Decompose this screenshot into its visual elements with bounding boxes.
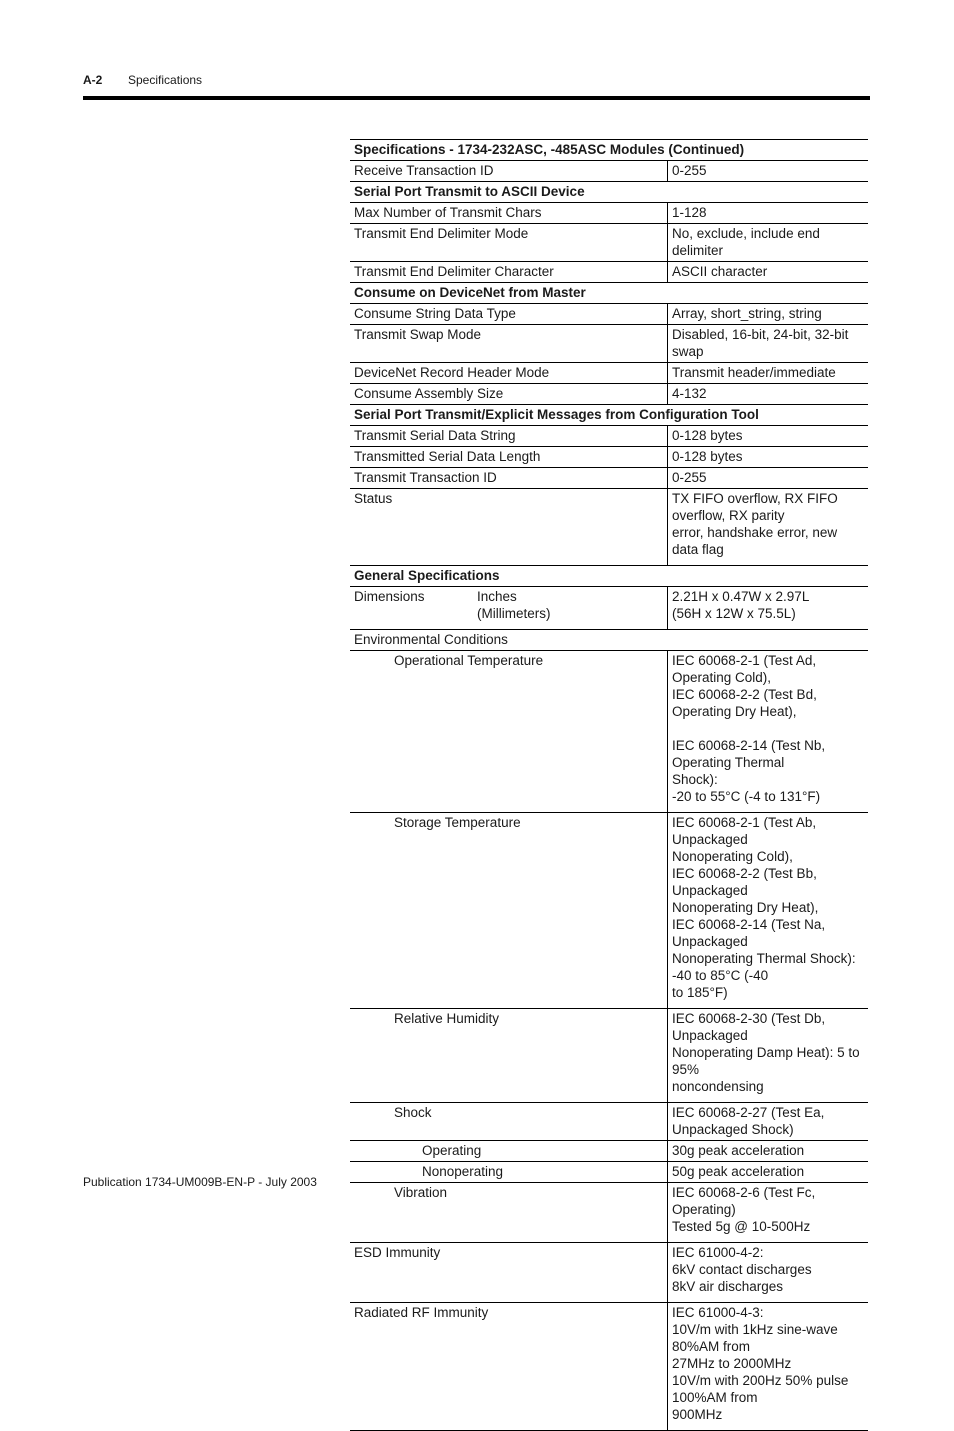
value-line: 27MHz to 2000MHz — [672, 1356, 792, 1371]
value-line: Disabled, 16-bit, 24-bit, 32-bit swap — [672, 327, 849, 359]
value-line: 30g peak acceleration — [672, 1143, 805, 1158]
row-label: Transmitted Serial Data Length — [354, 449, 541, 464]
value-line: Nonoperating Cold), — [672, 849, 793, 864]
row-label: Consume String Data Type — [354, 306, 516, 321]
section-title: Specifications — [128, 73, 203, 87]
row-value — [668, 1162, 869, 1183]
header-rule — [83, 96, 870, 100]
table-row — [350, 1243, 868, 1303]
value-line: ASCII character — [672, 264, 768, 279]
value-line: TX FIFO overflow, RX FIFO overflow, RX parity — [672, 491, 838, 523]
row-label: Dimensions — [354, 589, 425, 604]
page-number: A-2 — [83, 73, 103, 87]
row-value — [668, 813, 869, 1009]
value-line: Nonoperating Dry Heat), — [672, 900, 819, 915]
row-value — [668, 262, 869, 283]
value-line — [672, 720, 864, 737]
row-value — [668, 1103, 869, 1141]
table-row — [350, 224, 868, 262]
value-line: 0-128 bytes — [672, 428, 743, 443]
section-header: Serial Port Transmit to ASCII Device — [354, 184, 585, 199]
table-row — [350, 426, 868, 447]
table-row — [350, 1009, 868, 1103]
value-line: 4-132 — [672, 386, 707, 401]
row-value — [668, 224, 869, 262]
table-title-row — [350, 140, 868, 161]
value-line: Transmit header/immediate — [672, 365, 836, 380]
row-value — [668, 1243, 869, 1303]
table-row — [350, 384, 868, 405]
footer-publication: Publication 1734-UM009B-EN-P - July 2003 — [83, 1175, 317, 1189]
unit-line: (Millimeters) — [477, 606, 551, 621]
row-value — [668, 203, 869, 224]
value-line: (56H x 12W x 75.5L) — [672, 606, 796, 621]
value-line: error, handshake error, new data flag — [672, 525, 838, 557]
value-line: 6kV contact discharges — [672, 1262, 812, 1277]
row-value — [668, 363, 869, 384]
table-row — [350, 1103, 868, 1141]
row-label: Transmit Swap Mode — [354, 327, 482, 342]
value-line: 10V/m with 200Hz 50% pulse 100%AM from — [672, 1373, 849, 1405]
row-label: Relative Humidity — [394, 1011, 500, 1026]
table-row — [350, 630, 868, 651]
value-line: Shock): — [672, 772, 718, 787]
row-label: ESD Immunity — [354, 1245, 441, 1260]
row-label: Shock — [394, 1105, 432, 1120]
row-label: Status — [354, 491, 393, 506]
row-value — [668, 1183, 869, 1243]
table-row — [350, 489, 868, 566]
value-line: 2.21H x 0.47W x 2.97L — [672, 589, 810, 604]
table-title: Specifications - 1734-232ASC, -485ASC Modules (Continued) — [354, 142, 745, 157]
row-value — [668, 325, 869, 363]
row-label: Transmit End Delimiter Mode — [354, 226, 529, 241]
row-value — [668, 651, 869, 813]
table-row — [350, 447, 868, 468]
row-value — [668, 489, 869, 566]
page-header — [83, 73, 203, 87]
value-line: 0-255 — [672, 470, 707, 485]
row-label-cell — [350, 587, 668, 630]
value-line: 50g peak acceleration — [672, 1164, 805, 1179]
row-value — [668, 426, 869, 447]
value-line: 1-128 — [672, 205, 707, 220]
value-line: 0-255 — [672, 163, 707, 178]
value-line: Nonoperating Damp Heat): 5 to 95% — [672, 1045, 860, 1077]
row-value — [668, 1009, 869, 1103]
table-row — [350, 813, 868, 1009]
value-line: IEC 61000-4-3: — [672, 1305, 764, 1320]
table-row — [350, 1183, 868, 1243]
value-line: IEC 60068-2-2 (Test Bb, Unpackaged — [672, 866, 817, 898]
section-header: Consume on DeviceNet from Master — [354, 285, 586, 300]
value-line: 8kV air discharges — [672, 1279, 784, 1294]
row-value — [668, 161, 869, 182]
row-label: Transmit Serial Data String — [354, 428, 516, 443]
table-row — [350, 363, 868, 384]
unit-line: Inches — [477, 589, 517, 604]
section-header-row — [350, 283, 868, 304]
row-label: Nonoperating — [422, 1164, 504, 1179]
table-row — [350, 587, 868, 630]
section-header: Serial Port Transmit/Explicit Messages from Configuration Tool — [354, 407, 759, 422]
value-line: Array, short_string, string — [672, 306, 822, 321]
row-label: Receive Transaction ID — [354, 163, 494, 178]
row-label: Storage Temperature — [394, 815, 521, 830]
table-row — [350, 651, 868, 813]
table-row — [350, 1162, 868, 1183]
section-header-row — [350, 566, 868, 587]
table-row — [350, 468, 868, 489]
value-line: IEC 60068-2-14 (Test Na, Unpackaged — [672, 917, 826, 949]
value-line: 0-128 bytes — [672, 449, 743, 464]
value-line: noncondensing — [672, 1079, 764, 1094]
row-value — [668, 587, 869, 630]
row-label: Environmental Conditions — [354, 632, 508, 647]
row-label: Transmit End Delimiter Character — [354, 264, 554, 279]
value-line: IEC 60068-2-27 (Test Ea, Unpackaged Shock) — [672, 1105, 825, 1137]
table-row — [350, 262, 868, 283]
row-value — [668, 1141, 869, 1162]
row-value — [668, 384, 869, 405]
row-value — [668, 468, 869, 489]
table-row — [350, 1303, 868, 1431]
section-header-row — [350, 182, 868, 203]
section-header: General Specifications — [354, 568, 500, 583]
value-line: to 185°F) — [672, 985, 728, 1000]
table-row — [350, 161, 868, 182]
value-line: IEC 60068-2-1 (Test Ab, Unpackaged — [672, 815, 817, 847]
row-value — [668, 1303, 869, 1431]
row-label: DeviceNet Record Header Mode — [354, 365, 550, 380]
row-label: Transmit Transaction ID — [354, 470, 497, 485]
unit-label — [477, 588, 551, 622]
value-line: No, exclude, include end delimiter — [672, 226, 820, 258]
table-row — [350, 325, 868, 363]
value-line: IEC 60068-2-2 (Test Bd, Operating Dry Heat), — [672, 687, 817, 719]
section-header-row — [350, 405, 868, 426]
value-line: IEC 60068-2-1 (Test Ad, Operating Cold), — [672, 653, 817, 685]
row-label: Operating — [422, 1143, 482, 1158]
row-label: Radiated RF Immunity — [354, 1305, 489, 1320]
value-line: IEC 60068-2-30 (Test Db, Unpackaged — [672, 1011, 826, 1043]
row-label: Max Number of Transmit Chars — [354, 205, 542, 220]
table-row — [350, 304, 868, 325]
spec-table — [350, 139, 868, 1431]
row-label: Operational Temperature — [394, 653, 544, 668]
row-label: Consume Assembly Size — [354, 386, 504, 401]
value-line: Tested 5g @ 10-500Hz — [672, 1219, 811, 1234]
value-line: IEC 60068-2-6 (Test Fc, Operating) — [672, 1185, 816, 1217]
table-row — [350, 203, 868, 224]
value-line: 900MHz — [672, 1407, 723, 1422]
value-line: IEC 60068-2-14 (Test Nb, Operating Thermal — [672, 738, 826, 770]
row-value — [668, 304, 869, 325]
value-line: 10V/m with 1kHz sine-wave 80%AM from — [672, 1322, 838, 1354]
row-label: Vibration — [394, 1185, 448, 1200]
value-line: IEC 61000-4-2: — [672, 1245, 764, 1260]
row-value — [668, 447, 869, 468]
value-line: Nonoperating Thermal Shock): -40 to 85°C (-40 — [672, 951, 856, 983]
table-row — [350, 1141, 868, 1162]
value-line: -20 to 55°C (-4 to 131°F) — [672, 789, 821, 804]
